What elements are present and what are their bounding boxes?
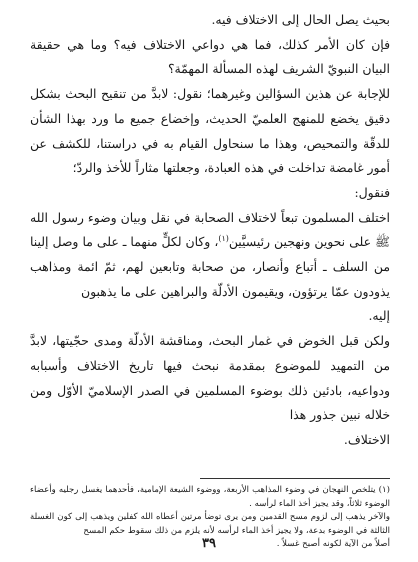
text-line: ذلك بوضوء المسلمين في الصدر الإسلاميّ الأوّل ومن خلاله نبين جذور هذا xyxy=(30,382,390,423)
text-line: ، وكان لكلٍّ منهما ـ على ما وصل xyxy=(52,234,219,250)
footnote-line: والآخر يذهب إلى لزوم مسح القدمين ومن يرى توضأ مرتين أعطاه الله كفلين ويذهب إلى كون xyxy=(57,512,390,523)
text-line: للإجابة عن هذين السؤالين وغيرهما؛ نقول: لابدَّ من تنقيح البحث xyxy=(65,86,390,102)
footnote-line: الغسلة الثالثة في الوضوء بدعة، ولا يجيز أخذ الماء لرأسه لأنه يلزم من ذلك سقوط حكم المسح xyxy=(30,512,390,536)
main-text xyxy=(30,8,390,453)
footnote-line: وأعضاء الوضوء ثلاثاً، وقد يجيز أخذ الماء لرأسه . xyxy=(30,485,390,509)
text-line: بشكل دقيق يخضع للمنهج العلميّ الحديث، وإخضاع جميع ما ورد بهذا الشأن xyxy=(30,86,390,126)
text-line: الله ﷺ على نحوين ونهجين رئيسيَّين xyxy=(30,209,390,250)
text-line: إليه. xyxy=(368,308,390,324)
paragraph xyxy=(30,329,390,453)
text-line: بحيث يصل الحال إلى الاختلاف فيه. xyxy=(211,12,390,27)
text-line: إلينا من السلف ـ أتباع وأنصار، من صحابة وتابعين لهم، ثمّ ائمة xyxy=(30,234,390,275)
text-line: ولكن قبل الخوض في غمار البحث، ومناقشة الأدلّة ومدى حجّيتها، لابدَّ من xyxy=(30,333,390,373)
footnote xyxy=(30,484,390,511)
footnote-line: أصلاً من الآية لكونه أصبح غسلاً . xyxy=(276,539,390,550)
paragraph xyxy=(30,8,390,33)
text-line: للدقّة والتمحيص، وهذا ما سنحاول القيام به في دراستنا، للكشف xyxy=(52,135,390,151)
text-line: اختلف المسلمون تبعاً لاختلاف الصحابة في نقل وبيان وضوء رسول xyxy=(52,209,390,225)
paragraph xyxy=(30,206,390,330)
text-line: عن أمور غامضة تداخلت في هذه العبادة، وجعلتها مثاراً للأخذ والردّ؛ xyxy=(30,135,390,176)
footnote-line: (١) يتلخص النهجان في وضوء المذاهب الأربعة، ووضوء الشيعة الإمامية، فأحدهما يغسل رجليه xyxy=(58,485,390,495)
page-number: ٣٩ xyxy=(202,536,216,551)
paragraph xyxy=(30,33,390,82)
text-line: النبويّ الشريف لهذه المسألة المهمّة؟ xyxy=(167,61,359,77)
footnote-divider xyxy=(200,478,390,479)
paragraph xyxy=(30,82,390,206)
text-line: فنقول: xyxy=(354,184,390,200)
text-line: التمهيد للموضوع بمقدمة نبحث فيها تاريخ الاختلاف وأسبابه ودواعيه، بادئين xyxy=(30,357,390,398)
footnote-reference[interactable]: (١) xyxy=(218,234,229,244)
text-line: الاختلاف. xyxy=(343,431,390,447)
text-line: فإن كان الأمر كذلك، فما هي دواعي الاختلاف فيه؟ وما هي حقيقة البيان xyxy=(30,36,390,77)
text-line: ومذاهب يذودون عمّا يرتؤون، ويقيمون الأدلّة والبراهين على ما يذهبون xyxy=(30,259,390,299)
